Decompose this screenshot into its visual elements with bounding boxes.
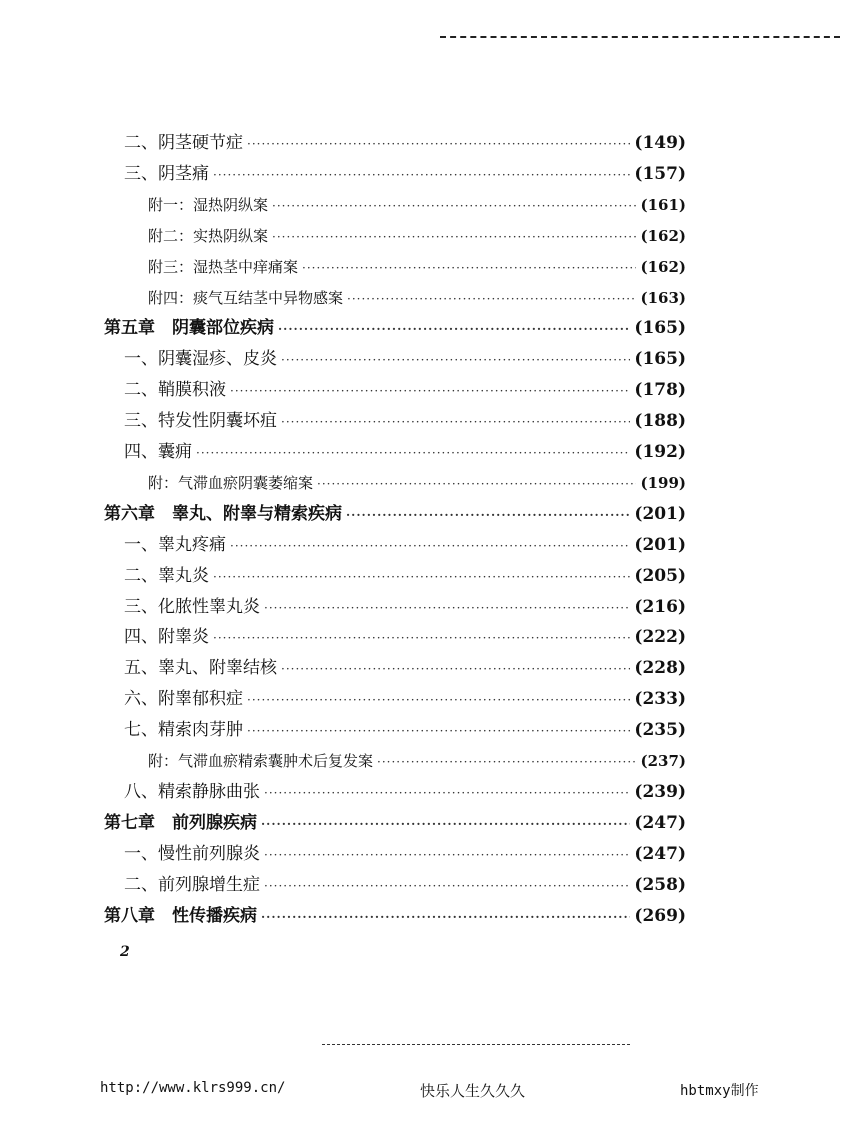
- toc-entry-title: 三、化脓性睾丸炎: [124, 596, 260, 617]
- toc-leader-dots: [247, 716, 630, 745]
- toc-entry-page: (157): [634, 163, 686, 184]
- toc-entry-page: (149): [634, 133, 686, 153]
- toc-entry-row: [124, 406, 686, 436]
- toc-entry-page: (199): [640, 473, 686, 492]
- toc-entry-page: (216): [634, 596, 686, 617]
- toc-entry-row: [124, 653, 686, 683]
- toc-leader-dots: [213, 562, 630, 591]
- toc-chapter-row: [104, 808, 686, 838]
- toc-entry-row: [148, 252, 686, 282]
- toc-entry-page: (237): [640, 752, 686, 770]
- toc-entry-page: (165): [634, 318, 686, 339]
- toc-entry-title: 二、睾丸炎: [124, 565, 209, 586]
- toc-entry-title: 附：气滞血瘀精索囊肿术后复发案: [148, 752, 374, 770]
- toc-entry-title: 二、前列腺增生症: [124, 874, 260, 895]
- toc-entry-title: 三、特发性阴囊坏疽: [124, 411, 277, 432]
- toc-entry-row: [148, 190, 686, 220]
- toc-leader-dots: [264, 840, 630, 869]
- toc-entry-page: (165): [634, 349, 686, 370]
- toc-entry-row: [124, 592, 686, 622]
- toc-entry-title: 二、鞘膜积液: [124, 380, 226, 401]
- toc-entry-row: [124, 684, 686, 714]
- toc-entry-title: 附三：湿热茎中痒痛案: [148, 257, 299, 276]
- toc-entry-title: 第八章 性传播疾病: [104, 905, 257, 926]
- toc-chapter-row: [104, 499, 686, 529]
- toc-entry-title: 四、附睾炎: [124, 627, 209, 648]
- toc-chapter-row: [104, 313, 686, 343]
- toc-entry-row: [124, 159, 686, 189]
- footer-url-link[interactable]: http://www.klrs999.cn/: [100, 1080, 286, 1096]
- toc-entry-page: (247): [634, 843, 686, 864]
- toc-leader-dots: [247, 685, 630, 714]
- toc-entry-title: 三、阴茎痛: [124, 163, 209, 184]
- toc-entry-title: 附：气滞血瘀阴囊萎缩案: [148, 473, 314, 492]
- toc-chapter-row: [104, 901, 686, 931]
- toc-leader-dots: [272, 191, 636, 220]
- toc-entry-title: 附四：痰气互结茎中异物感案: [148, 288, 344, 307]
- toc-entry-title: 五、睾丸、附睾结核: [124, 658, 277, 679]
- toc-leader-dots: [230, 531, 630, 560]
- page-number: 2: [120, 944, 130, 960]
- footer-credit: hbtmxy制作: [680, 1083, 759, 1099]
- toc-entry-title: 二、阴茎硬节症: [124, 133, 243, 153]
- toc-leader-dots: [264, 593, 630, 622]
- toc-entry-page: (205): [634, 565, 686, 586]
- toc-leader-dots: [213, 623, 630, 652]
- toc-entry-title: 一、慢性前列腺炎: [124, 843, 260, 864]
- toc-entry-row: [148, 468, 686, 498]
- toc-entry-row: [124, 839, 686, 869]
- toc-entry-page: (163): [640, 288, 686, 307]
- toc-entry-row: [124, 375, 686, 405]
- toc-entry-row: [124, 561, 686, 591]
- toc-entry-title: 一、睾丸疼痛: [124, 534, 226, 555]
- toc-entry-page: (239): [634, 781, 686, 802]
- toc-entry-title: 附二：实热阴纵案: [148, 226, 269, 245]
- toc-entry-page: (162): [640, 257, 686, 276]
- toc-leader-dots: [264, 778, 630, 807]
- toc-entry-row: [124, 777, 686, 807]
- toc-entry-row: [124, 622, 686, 652]
- toc-leader-dots: [317, 469, 636, 498]
- toc-entry-row: [124, 344, 686, 374]
- toc-entry-page: (269): [634, 905, 686, 926]
- toc-leader-dots: [196, 438, 630, 467]
- toc-entry-page: (247): [634, 812, 686, 833]
- toc-leader-dots: [278, 314, 630, 343]
- toc-entry-row: [124, 530, 686, 560]
- toc-entry-page: (161): [640, 195, 686, 214]
- toc-entry-title: 八、精索静脉曲张: [124, 781, 260, 802]
- toc-entry-page: (201): [634, 503, 686, 524]
- toc-entry-page: (178): [634, 380, 686, 401]
- toc-entry-row: [148, 283, 686, 313]
- toc-entry-row: [124, 870, 686, 900]
- toc-entry-page: (233): [634, 689, 686, 710]
- toc-leader-dots: [302, 253, 636, 282]
- toc-leader-dots: [261, 809, 630, 838]
- toc-entry-title: 七、精索肉芽肿: [124, 720, 243, 741]
- toc-entry-page: (228): [634, 658, 686, 679]
- toc-leader-dots: [272, 222, 636, 251]
- footer-site-name: 快乐人生久久久: [420, 1082, 526, 1100]
- toc-entry-title: 附一：湿热阴纵案: [148, 195, 269, 214]
- toc-leader-dots: [346, 500, 630, 529]
- toc-entry-title: 六、附睾郁积症: [124, 689, 243, 710]
- toc-entry-row: [124, 128, 686, 158]
- toc-entry-title: 第五章 阴囊部位疾病: [104, 318, 274, 339]
- toc-entry-row: [124, 437, 686, 467]
- toc-entry-page: (222): [634, 627, 686, 648]
- toc-entry-title: 四、囊痈: [124, 442, 192, 462]
- toc-leader-dots: [264, 871, 630, 900]
- toc-entry-title: 第七章 前列腺疾病: [104, 812, 257, 833]
- toc-leader-dots: [213, 160, 630, 189]
- toc-entry-page: (201): [634, 534, 686, 555]
- toc-entry-page: (235): [634, 720, 686, 741]
- toc-entry-page: (192): [634, 442, 686, 462]
- toc-leader-dots: [261, 902, 630, 931]
- bottom-dashed-rule: [322, 1044, 630, 1045]
- toc-leader-dots: [281, 407, 630, 436]
- toc-leader-dots: [347, 284, 636, 313]
- toc-entry-title: 第六章 睾丸、附睾与精索疾病: [104, 503, 342, 524]
- footer: [0, 1080, 866, 1104]
- toc-leader-dots: [377, 747, 636, 776]
- toc-entry-row: [148, 221, 686, 251]
- toc-leader-dots: [281, 345, 630, 374]
- toc-entry-title: 一、阴囊湿疹、皮炎: [124, 349, 277, 370]
- toc-entry-row: [148, 746, 686, 776]
- toc-leader-dots: [247, 129, 630, 158]
- toc-leader-dots: [230, 376, 630, 405]
- toc-entry-page: (188): [634, 411, 686, 432]
- toc-entry-page: (162): [640, 226, 686, 245]
- toc-entry-row: [124, 715, 686, 745]
- toc-leader-dots: [281, 654, 630, 683]
- toc-entry-page: (258): [634, 874, 686, 895]
